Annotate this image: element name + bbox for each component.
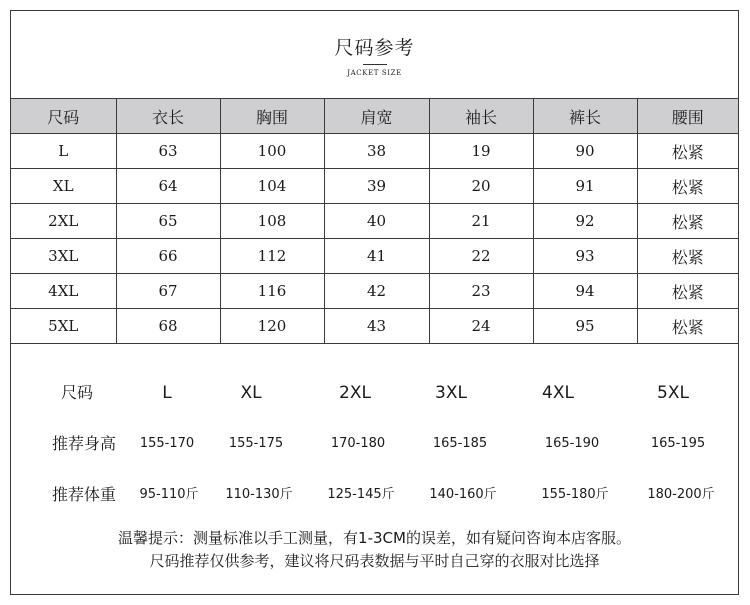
- recommend-size-value: L: [162, 383, 172, 403]
- table-cell: 松紧: [637, 274, 738, 309]
- table-cell: 松紧: [637, 134, 738, 169]
- recommend-weight-label: 推荐体重: [51, 485, 117, 504]
- table-cell: 松紧: [637, 309, 738, 344]
- table-cell: 21: [429, 204, 533, 239]
- table-cell: 104: [220, 169, 324, 204]
- recommend-weight-value: 95-110斤: [139, 487, 199, 502]
- table-cell: 松紧: [637, 204, 738, 239]
- note-line: 温馨提示：测量标准以手工测量，有1-3CM的误差，如有疑问咨询本店客服。: [118, 529, 631, 547]
- recommend-height-value: 165-185: [432, 436, 488, 451]
- recommend-size-value: 3XL: [435, 383, 467, 403]
- table-cell: 20: [429, 169, 533, 204]
- column-header: 尺码: [11, 99, 116, 134]
- column-header: 裤长: [533, 99, 637, 134]
- recommend-weight-value: 180-200斤: [647, 487, 715, 502]
- notes-block: [11, 527, 738, 573]
- column-header: 肩宽: [324, 99, 429, 134]
- table-cell: 23: [429, 274, 533, 309]
- recommend-size-row: [11, 381, 738, 405]
- recommend-weight-value: 125-145斤: [327, 487, 395, 502]
- recommend-size-value: 5XL: [657, 383, 689, 403]
- table-cell: 65: [116, 204, 220, 239]
- recommend-height-value: 155-170: [139, 436, 195, 451]
- table-cell: 108: [220, 204, 324, 239]
- table-cell: 松紧: [637, 239, 738, 274]
- recommend-weight-value: 110-130斤: [225, 487, 293, 502]
- table-cell: 19: [429, 134, 533, 169]
- table-cell: 3XL: [11, 239, 116, 274]
- table-row: [11, 134, 738, 169]
- note-line: 尺码推荐仅供参考，建议将尺码表数据与平时自己穿的衣服对比选择: [149, 552, 600, 570]
- size-table: [11, 98, 738, 344]
- table-cell: 4XL: [11, 274, 116, 309]
- table-cell: 116: [220, 274, 324, 309]
- table-cell: 93: [533, 239, 637, 274]
- table-cell: 42: [324, 274, 429, 309]
- table-cell: 24: [429, 309, 533, 344]
- table-cell: 68: [116, 309, 220, 344]
- table-cell: 39: [324, 169, 429, 204]
- recommend-size-value: 4XL: [542, 383, 574, 403]
- table-cell: 43: [324, 309, 429, 344]
- recommend-height-value: 165-190: [544, 436, 600, 451]
- chart-title: 尺码参考: [334, 37, 415, 59]
- recommend-size-value: 2XL: [339, 383, 371, 403]
- table-cell: 120: [220, 309, 324, 344]
- table-cell: 41: [324, 239, 429, 274]
- table-cell: 112: [220, 239, 324, 274]
- table-cell: 66: [116, 239, 220, 274]
- column-header: 胸围: [220, 99, 324, 134]
- table-cell: 100: [220, 134, 324, 169]
- recommend-height-value: 165-195: [650, 436, 706, 451]
- table-row: [11, 204, 738, 239]
- table-cell: 92: [533, 204, 637, 239]
- table-row: [11, 274, 738, 309]
- column-header: 腰围: [637, 99, 738, 134]
- recommend-height-value: 155-175: [228, 436, 284, 451]
- table-row: [11, 239, 738, 274]
- table-row: [11, 169, 738, 204]
- table-cell: XL: [11, 169, 116, 204]
- table-cell: 90: [533, 134, 637, 169]
- table-cell: 94: [533, 274, 637, 309]
- column-header: 袖长: [429, 99, 533, 134]
- table-cell: 91: [533, 169, 637, 204]
- table-cell: 松紧: [637, 169, 738, 204]
- recommend-size-value: XL: [240, 383, 262, 403]
- table-cell: 22: [429, 239, 533, 274]
- chart-subtitle: JACKET SIZE: [347, 69, 402, 77]
- table-cell: 63: [116, 134, 220, 169]
- table-cell: 40: [324, 204, 429, 239]
- table-cell: 5XL: [11, 309, 116, 344]
- recommend-weight-value: 155-180斤: [541, 487, 609, 502]
- recommend-height-label: 推荐身高: [51, 434, 117, 453]
- table-cell: L: [11, 134, 116, 169]
- table-cell: 2XL: [11, 204, 116, 239]
- recommend-weight-row: [11, 483, 738, 507]
- table-header-row: [11, 99, 738, 134]
- table-cell: 38: [324, 134, 429, 169]
- title-underline: [363, 64, 387, 65]
- chart-header: [11, 11, 738, 98]
- table-cell: 95: [533, 309, 637, 344]
- recommend-height-value: 170-180: [330, 436, 386, 451]
- recommend-weight-value: 140-160斤: [429, 487, 497, 502]
- table-row: [11, 309, 738, 344]
- size-chart-frame: [10, 10, 739, 595]
- table-cell: 64: [116, 169, 220, 204]
- recommend-height-row: [11, 432, 738, 456]
- column-header: 衣长: [116, 99, 220, 134]
- recommend-size-label: 尺码: [60, 383, 94, 402]
- table-cell: 67: [116, 274, 220, 309]
